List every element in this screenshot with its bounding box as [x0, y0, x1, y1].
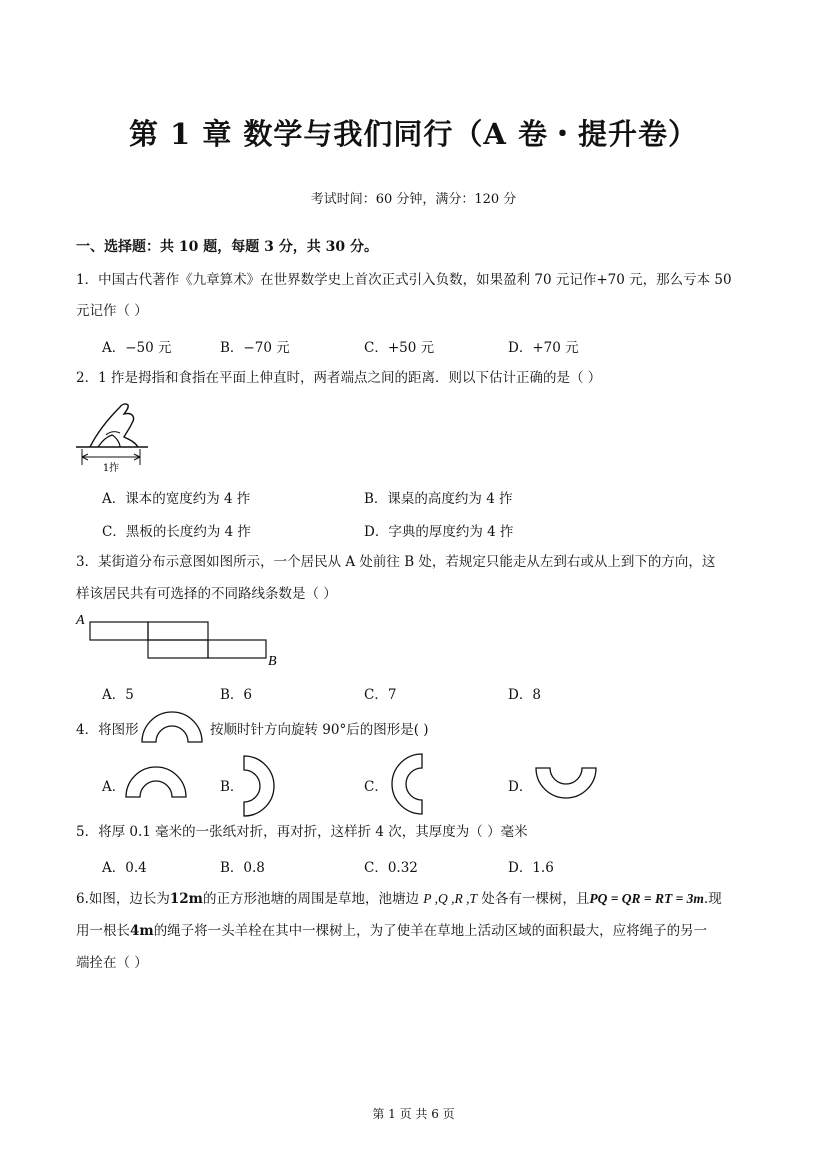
street-grid-figure: [74, 610, 284, 670]
q1-option-c: C．+50 元: [364, 340, 435, 356]
question-6-line1: [76, 889, 722, 909]
q2-option-b: B．课桌的高度约为 4 拃: [364, 491, 513, 507]
q6-rope-length: 4m: [130, 923, 154, 939]
q6-text-5: 用一根长: [76, 923, 130, 939]
q1-option-a: A．−50 元: [102, 340, 172, 356]
q4-option-c: C．: [364, 779, 388, 795]
question-6-line3: 端拴在（ ）: [76, 955, 148, 971]
arch-shape-original: [140, 710, 204, 746]
point-b-label: B: [268, 654, 277, 669]
q1-option-b: B．−70 元: [220, 340, 290, 356]
q4-option-a: A．: [102, 779, 126, 795]
q6-text-1: 6.如图，边长为: [76, 891, 170, 907]
q2-option-c: C．黑板的长度约为 4 拃: [102, 524, 252, 540]
question-1-line2: 元记作（ ）: [76, 303, 148, 319]
exam-info: 考试时间：60 分钟，满分：120 分: [310, 192, 517, 207]
page-title: 第 1 章 数学与我们同行（A 卷・提升卷）: [128, 117, 699, 151]
q3-option-b: B．6: [220, 687, 253, 703]
question-1-line1: 1．中国古代著作《九章算术》在世界数学史上首次正式引入负数，如果盈利 70 元记作+70 元，那么亏本 50: [76, 272, 732, 288]
question-4-prefix: 4．将图形: [76, 722, 139, 738]
question-3-line1: 3．某街道分布示意图如图所示，一个居民从 A 处前往 B 处，若规定只能走从左到右或从上到下的方向，这: [76, 554, 716, 570]
q6-text-2: 的正方形池塘的周围是草地，池塘边: [202, 891, 419, 907]
question-6-line2: [76, 921, 707, 941]
q5-option-d: D．1.6: [508, 860, 554, 876]
question-3-line2: 样该居民共有可选择的不同路线条数是（ ）: [76, 586, 337, 602]
q6-side-length: 12m: [169, 891, 203, 907]
point-a-label: A: [76, 613, 85, 628]
q5-option-b: B．0.8: [220, 860, 265, 876]
q4-option-d: D．: [508, 779, 533, 795]
q2-option-d: D．字典的厚度约为 4 拃: [364, 524, 514, 540]
q6-points: P ,Q ,R ,T: [423, 891, 478, 906]
section-heading: 一、选择题：共 10 题，每题 3 分，共 30 分。: [76, 239, 378, 255]
span-label: 1拃: [102, 463, 120, 474]
question-2: 2．1 拃是拇指和食指在平面上伸直时，两者端点之间的距离．则以下估计正确的是（ ）: [76, 370, 602, 386]
option-d-arch-down: [534, 766, 598, 802]
q1-option-d: D．+70 元: [508, 340, 579, 356]
q3-option-c: C．7: [364, 687, 397, 703]
q3-option-d: D．8: [508, 687, 541, 703]
hand-span-figure: [76, 395, 156, 475]
option-c-arch-left: [388, 752, 424, 816]
q6-text-4: .现: [703, 891, 722, 907]
question-5: 5．将厚 0.1 毫米的一张纸对折，再对折，这样折 4 次，其厚度为（ ）毫米: [76, 824, 528, 840]
q2-option-a: A．课本的宽度约为 4 拃: [102, 491, 251, 507]
q5-option-a: A．0.4: [102, 860, 147, 876]
page-footer: 第 1 页 共 6 页: [372, 1107, 455, 1121]
q6-text-6: 的绳子将一头羊栓在其中一棵树上，为了使羊在草地上活动区域的面积最大，应将绳子的另一: [153, 923, 708, 939]
question-4-suffix: 按顺时针方向旋转 90°后的图形是( ): [210, 722, 429, 738]
q6-equation: PQ = QR = RT = 3m: [589, 891, 704, 906]
option-b-arch-right: [242, 754, 278, 818]
q6-text-3: 处各有一棵树，且: [481, 891, 590, 907]
q5-option-c: C．0.32: [364, 860, 418, 876]
option-a-arch-up: [124, 765, 188, 801]
q4-option-b: B．: [220, 779, 244, 795]
q3-option-a: A．5: [102, 687, 134, 703]
